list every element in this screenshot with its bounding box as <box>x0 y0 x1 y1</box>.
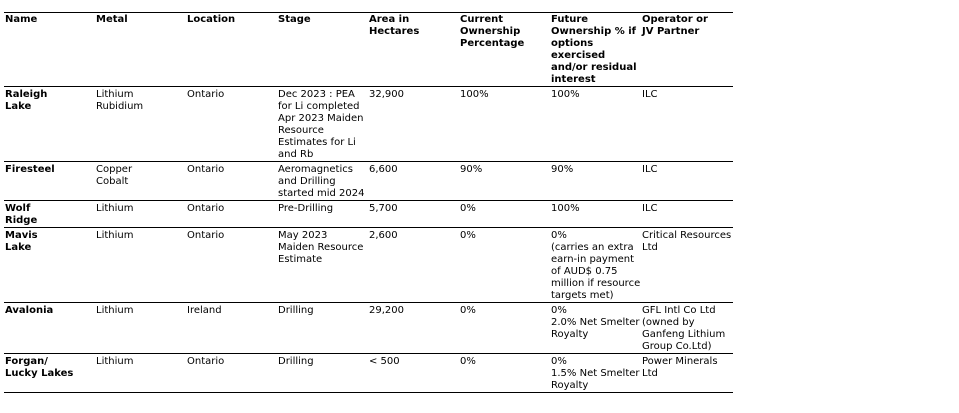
cell-area: 6,600 <box>369 164 398 175</box>
cell-metal: Lithium <box>96 305 134 316</box>
cell-name: Firesteel <box>5 164 55 175</box>
table-row <box>4 303 733 354</box>
cell-stage: May 2023 Maiden Resource Estimate <box>278 230 364 265</box>
cell-area: < 500 <box>369 356 400 367</box>
cell-metal: Lithium <box>96 203 134 214</box>
cell-location: Ontario <box>187 164 225 175</box>
cell-name: Forgan/ Lucky Lakes <box>5 356 74 379</box>
cell-current-ownership: 100% <box>460 89 489 100</box>
cell-area: 32,900 <box>369 89 404 100</box>
table-row <box>4 162 733 201</box>
header-metal: Metal <box>96 14 128 25</box>
cell-location: Ontario <box>187 356 225 367</box>
cell-operator: GFL Intl Co Ltd (owned by Ganfeng Lithium Group Co.Ltd) <box>642 305 726 352</box>
table-row <box>4 228 733 303</box>
cell-operator: ILC <box>642 164 658 175</box>
header-stage: Stage <box>278 14 311 25</box>
table-row <box>4 201 733 228</box>
table-row <box>4 87 733 162</box>
table-row <box>4 354 733 393</box>
cell-operator: ILC <box>642 203 658 214</box>
cell-stage: Drilling <box>278 305 314 316</box>
header-operator: Operator or JV Partner <box>642 14 708 37</box>
cell-area: 2,600 <box>369 230 398 241</box>
cell-operator: Power Minerals Ltd <box>642 356 718 379</box>
cell-name: Mavis Lake <box>5 230 38 253</box>
cell-future-ownership: 0% 1.5% Net Smelter Royalty <box>551 356 640 391</box>
cell-metal: Lithium <box>96 356 134 367</box>
header-location: Location <box>187 14 236 25</box>
cell-current-ownership: 0% <box>460 305 476 316</box>
projects-table <box>4 12 733 393</box>
cell-stage: Drilling <box>278 356 314 367</box>
cell-name: Raleigh Lake <box>5 89 48 112</box>
cell-location: Ontario <box>187 203 225 214</box>
cell-area: 29,200 <box>369 305 404 316</box>
cell-future-ownership: 0% 2.0% Net Smelter Royalty <box>551 305 640 340</box>
cell-metal: Lithium <box>96 230 134 241</box>
cell-future-ownership: 100% <box>551 89 580 100</box>
cell-current-ownership: 90% <box>460 164 483 175</box>
cell-name: Avalonia <box>5 305 54 316</box>
cell-operator: ILC <box>642 89 658 100</box>
document-page <box>4 12 733 393</box>
cell-future-ownership: 90% <box>551 164 574 175</box>
cell-location: Ontario <box>187 89 225 100</box>
cell-metal: Copper Cobalt <box>96 164 133 187</box>
cell-stage: Aeromagnetics and Drilling started mid 2024 <box>278 164 365 199</box>
header-future-ownership: Future Ownership % if options exercised and/or residual interest <box>551 14 637 85</box>
header-name: Name <box>5 14 38 25</box>
cell-current-ownership: 0% <box>460 230 476 241</box>
header-area: Area in Hectares <box>369 14 420 37</box>
cell-current-ownership: 0% <box>460 203 476 214</box>
cell-stage: Dec 2023 : PEA for Li completed Apr 2023 Maiden Resource Estimates for Li and Rb <box>278 89 364 160</box>
cell-future-ownership: 0% (carries an extra earn-in payment of AUD$ 0.75 million if resource targets met) <box>551 230 641 301</box>
cell-location: Ireland <box>187 305 222 316</box>
cell-future-ownership: 100% <box>551 203 580 214</box>
cell-operator: Critical Resources Ltd <box>642 230 732 253</box>
cell-current-ownership: 0% <box>460 356 476 367</box>
cell-stage: Pre-Drilling <box>278 203 334 214</box>
header-current-ownership: Current Ownership Percentage <box>460 14 525 49</box>
cell-name: Wolf Ridge <box>5 203 38 226</box>
cell-metal: Lithium Rubidium <box>96 89 144 112</box>
table-header-row <box>4 13 733 87</box>
cell-area: 5,700 <box>369 203 398 214</box>
cell-location: Ontario <box>187 230 225 241</box>
